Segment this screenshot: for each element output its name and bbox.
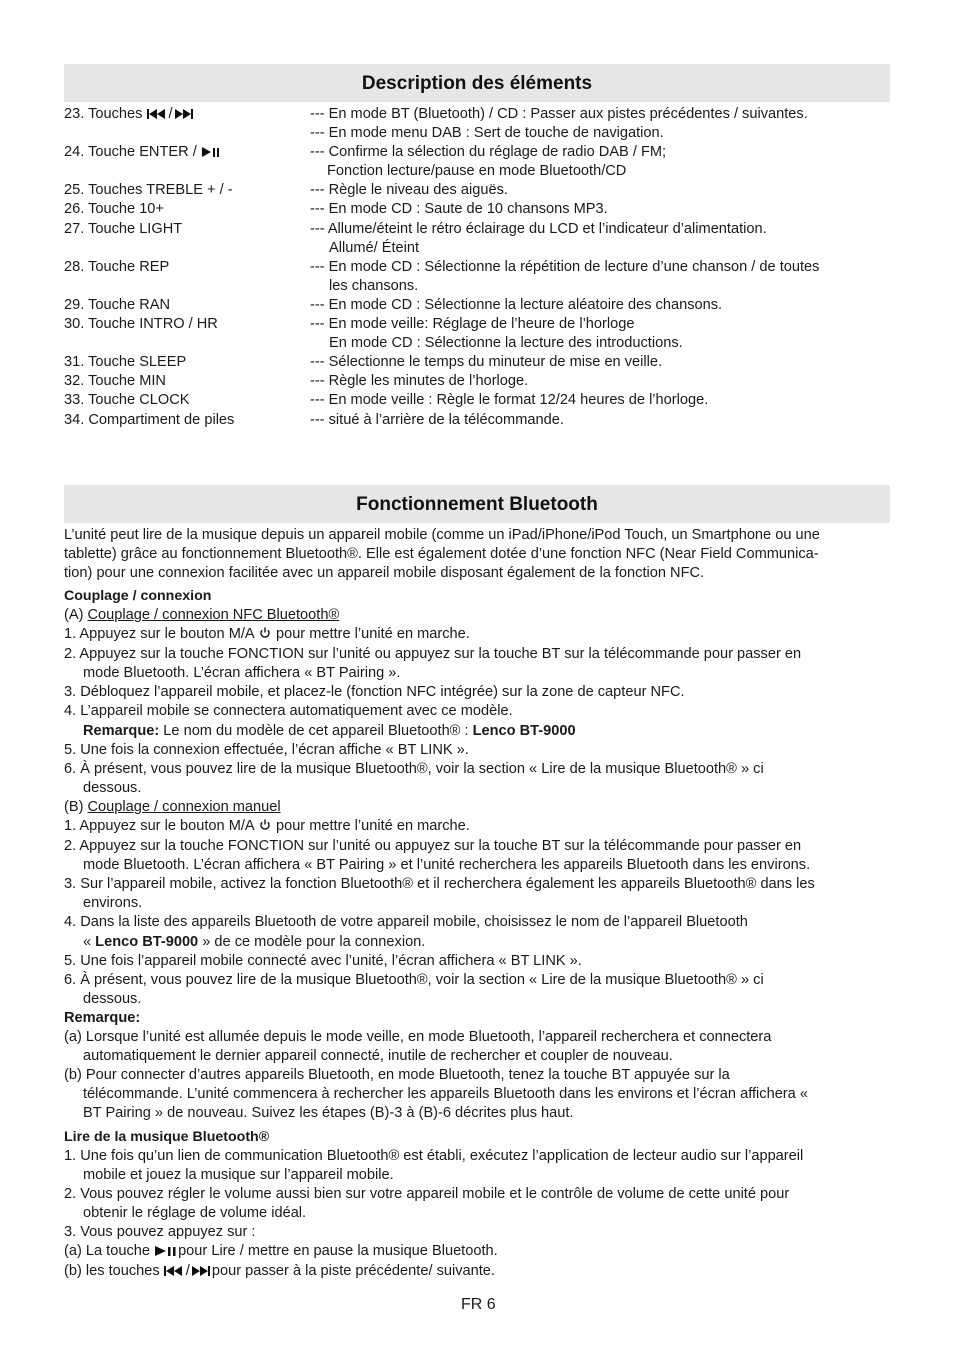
element-row-25: 25. Touches TREBLE + / - --- Règle le niveau des aiguës. [64, 182, 508, 199]
next-track-icon [190, 1263, 212, 1282]
power-icon [258, 818, 272, 837]
page-number: FR 6 [461, 1296, 496, 1313]
prev-track-icon [147, 106, 169, 125]
manual-page [64, 64, 890, 1282]
play-music-heading: Lire de la musique Bluetooth® [64, 1128, 270, 1145]
play-pause-icon [154, 1243, 178, 1262]
remarks: Remarque: (a) Lorsque l’unité est allumée depuis le mode veille, en mode Bluetooth, l’appareil recherchera et connectera automatiquement le dernier appareil connecté, inutile de rechercher et coupler de nouveau. (b) Pour connecter d’autres appareils Bluetooth, en mode Bluetooth, tenez la touche BT appuyée sur la télécommande. L’unité commencera à rechercher les appareils Bluetooth dans les environs et l’écran affichera « BT Pairing » de nouveau. Suivez les étapes (B)-3 à (B)-6 décrites plus haut. [64, 1009, 890, 1124]
pairing-heading: Couplage / connexion [64, 587, 212, 604]
section-title-description: Description des éléments [64, 64, 890, 102]
element-row-27: 27. Touche LIGHT --- Allume/éteint le rétro éclairage du LCD et l’indicateur d’alimentation. Allumé/ Éteint [64, 220, 767, 256]
element-row-28: 28. Touche REP --- En mode CD : Sélectionne la répétition de lecture d’une chanson / de toutes les chansons. [64, 258, 820, 294]
nfc-pairing-title: Couplage / connexion NFC Bluetooth® [87, 606, 340, 623]
elements-list [64, 105, 890, 430]
pairing-nfc-steps: (A) Couplage / connexion NFC Bluetooth® 1. Appuyez sur le bouton M/A pour mettre l’unité en marche. 2. Appuyez sur la touche FONCTION sur l’unité ou appuyez sur la touche BT sur la télécommande pour passer en mode Bluetooth. L’écran affichera « BT Pairing ». 3. Débloquez l’appareil mobile, et placez-le (fonction NFC intégrée) sur la zone de capteur NFC. 4. L’appareil mobile se connectera automatiquement avec ce modèle. Remarque: Le nom du modèle de cet appareil Bluetooth® : Lenco BT-9000 5. Une fois la connexion effectuée, l’écran affiche « BT LINK ». 6. À présent, vous pouvez lire de la musique Bluetooth®, voir la section « Lire de la musique Bluetooth® » ci dessous. [64, 606, 890, 798]
prev-track-icon [164, 1263, 186, 1282]
pairing-manual-steps: (B) Couplage / connexion manuel 1. Appuyez sur le bouton M/A pour mettre l’unité en marche. 2. Appuyez sur la touche FONCTION sur l’unité ou appuyez sur la touche BT sur la télécommande pour passer en mode Bluetooth. L’écran affichera « BT Pairing » et l’unité recherchera les appareils Bluetooth dans les environs. 3. Sur l’appareil mobile, activez la fonction Bluetooth® et il recherchera également les appareils Bluetooth® dans les environs. 4. Dans la liste des appareils Bluetooth de votre appareil mobile, choisissez le nom de l’appareil Bluetooth « Lenco BT-9000 » de ce modèle pour la connexion. 5. Une fois l’appareil mobile connecté avec l’unité, l’écran affichera « BT LINK ». 6. À présent, vous pouvez lire de la musique Bluetooth®, voir la section « Lire de la musique Bluetooth® » ci dessous. [64, 798, 815, 1007]
bluetooth-intro: L’unité peut lire de la musique depuis un appareil mobile (comme un iPad/iPhone/iPod Touch, un Smartphone ou une tablette) grâce au fonctionnement Bluetooth®. Elle est également dotée d’une fonction NFC (Near Field Communica- tion) pour une connexion facilitée avec un appareil mobile disposant également de la fonction NFC. [64, 526, 820, 581]
element-row-24: 24. Touche ENTER / --- Confirme la sélection du réglage de radio DAB / FM; Fonction lecture/pause en mode Bluetooth/CD [64, 143, 890, 181]
element-row-23: 23. Touches / --- En mode BT (Bluetooth) / CD : Passer aux pistes précédentes / suivantes. --- En mode menu DAB : Sert de touche de navigation. [64, 105, 890, 143]
play-music-steps: 1. Une fois qu’un lien de communication Bluetooth® est établi, exécutez l’application de lecteur audio sur l’appareil mobile et jouez la musique sur l’appareil mobile. 2. Vous pouvez régler le volume aussi bien sur votre appareil mobile et le contrôle de volume de cette unité pour obtenir le réglage de volume idéal. 3. Vous pouvez appuyez sur : (a) La touche pour Lire / mettre en pause la musique Bluetooth. (b) les touches / pour passer à la piste précédente/ suivante. [64, 1147, 890, 1283]
model-name: Lenco BT-9000 [472, 722, 576, 739]
power-icon [258, 626, 272, 645]
element-label: 23. Touches / [64, 105, 310, 143]
element-row-34: 34. Compartiment de piles --- situé à l’arrière de la télécommande. [64, 411, 564, 428]
element-label: 24. Touche ENTER / [64, 143, 310, 181]
remark-heading: Remarque: [64, 1009, 141, 1026]
element-row-33: 33. Touche CLOCK --- En mode veille : Règle le format 12/24 heures de l’horloge. [64, 392, 709, 409]
element-row-30: 30. Touche INTRO / HR --- En mode veille: Réglage de l’heure de l’horloge En mode CD : Sélectionne la lecture des introductions. [64, 316, 683, 352]
element-row-31: 31. Touche SLEEP --- Sélectionne le temps du minuteur de mise en veille. [64, 354, 663, 371]
section-title-bluetooth: Fonctionnement Bluetooth [64, 485, 890, 523]
element-row-32: 32. Touche MIN --- Règle les minutes de l’horloge. [64, 373, 529, 390]
element-row-29: 29. Touche RAN --- En mode CD : Sélectionne la lecture aléatoire des chansons. [64, 296, 723, 313]
element-row-26: 26. Touche 10+ --- En mode CD : Saute de 10 chansons MP3. [64, 201, 608, 218]
next-track-icon [173, 106, 195, 125]
play-pause-icon [201, 144, 221, 163]
model-note: Remarque: Le nom du modèle de cet appareil Bluetooth® : Lenco BT-9000 [83, 722, 576, 739]
manual-pairing-title: Couplage / connexion manuel [87, 798, 281, 815]
model-name: Lenco BT-9000 [95, 933, 199, 950]
